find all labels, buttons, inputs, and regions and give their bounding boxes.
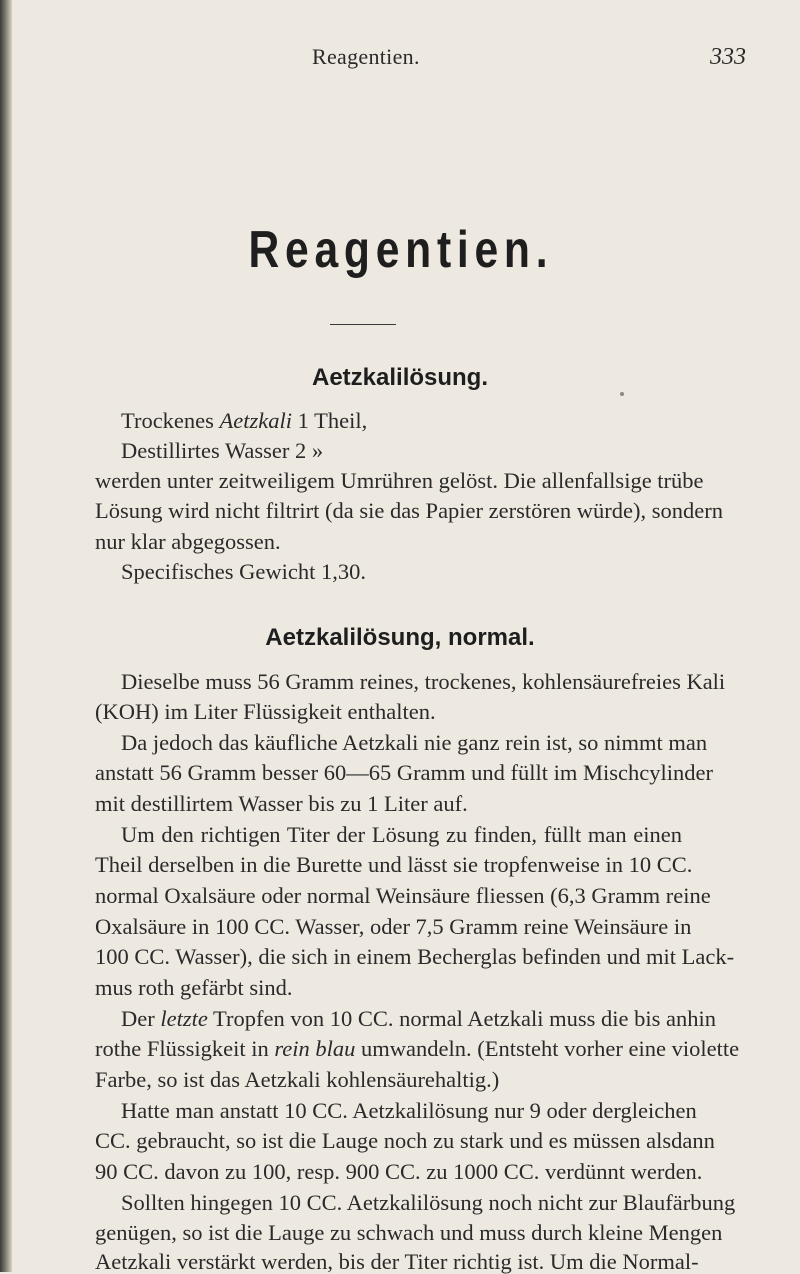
section-heading-normal: Aetzkalilösung, normal. (265, 624, 535, 651)
recipe-line-wasser: Destillirtes Wasser 2 » (121, 438, 324, 463)
recipe-text: Trockenes (121, 408, 220, 433)
paper-speck (620, 392, 624, 396)
body-line: CC. gebraucht, so ist die Lauge noch zu stark und es müssen alsdann (95, 1128, 715, 1153)
body-line: mit destillirtem Wasser bis zu 1 Liter auf. (95, 791, 468, 816)
recipe-line-aetzkali (121, 410, 367, 433)
body-line (121, 1006, 716, 1031)
body-line: Theil derselben in die Burette und lässt sie tropfenweise in 10 CC. (95, 852, 693, 877)
body-line: Oxalsäure in 100 CC. Wasser, oder 7,5 Gramm reine Weinsäure in (95, 914, 692, 939)
recipe-text: 1 Theil, (292, 408, 368, 433)
body-line: Hatte man anstatt 10 CC. Aetzkalilösung nur 9 oder dergleichen (121, 1098, 697, 1123)
body-line: Lösung wird nicht filtrirt (da sie das Papier zerstören würde), sondern (95, 498, 723, 523)
body-italic: letzte (160, 1006, 208, 1031)
body-line: Dieselbe muss 56 Gramm reines, trockenes, kohlensäurefreies Kali (121, 669, 726, 694)
body-line: genügen, so ist die Lauge zu schwach und muss durch kleine Mengen (95, 1220, 723, 1245)
body-line: Um den richtigen Titer der Lösung zu finden, füllt man einen (121, 822, 682, 847)
running-head: Reagentien. (312, 44, 420, 69)
body-text: Der (121, 1006, 161, 1031)
page-title: Reagentien. (248, 221, 554, 279)
body-line: Aetzkali verstärkt werden, bis der Titer richtig ist. Um die Normal- (95, 1249, 699, 1274)
specific-gravity-line: Specifisches Gewicht 1,30. (121, 559, 366, 584)
body-line: Farbe, so ist das Aetzkali kohlensäurehaltig.) (95, 1067, 500, 1092)
body-text: umwandeln. (Entsteht vorher eine violette (355, 1036, 740, 1061)
body-italic: rein blau (274, 1036, 356, 1061)
body-text: rothe Flüssigkeit in (95, 1036, 275, 1061)
body-line: 100 CC. Wasser), die sich in einem Becherglas befinden und mit Lack- (95, 944, 735, 969)
body-line: Sollten hingegen 10 CC. Aetzkalilösung noch nicht zur Blaufärbung (121, 1190, 736, 1215)
body-line: 90 CC. davon zu 100, resp. 900 CC. zu 1000 CC. verdünnt werden. (95, 1159, 703, 1184)
title-divider (330, 324, 396, 325)
body-line (95, 1036, 740, 1061)
body-line: nur klar abgegossen. (95, 529, 281, 554)
body-line: mus roth gefärbt sind. (95, 975, 293, 1000)
body-line: normal Oxalsäure oder normal Weinsäure fliessen (6,3 Gramm reine (95, 883, 711, 908)
body-line: (KOH) im Liter Flüssigkeit enthalten. (95, 699, 436, 724)
body-line: anstatt 56 Gramm besser 60—65 Gramm und füllt im Mischcylinder (95, 760, 714, 785)
page-number: 333 (710, 44, 746, 70)
body-text: Tropfen von 10 CC. normal Aetzkali muss die bis anhin (207, 1006, 716, 1031)
body-line: werden unter zeitweiligem Umrühren gelöst. Die allenfallsige trübe (95, 468, 704, 493)
recipe-italic: Aetzkali (219, 408, 293, 433)
body-line: Da jedoch das käufliche Aetzkali nie ganz rein ist, so nimmt man (121, 730, 708, 755)
section-heading-aetzkalilosung: Aetzkalilösung. (311, 364, 489, 391)
